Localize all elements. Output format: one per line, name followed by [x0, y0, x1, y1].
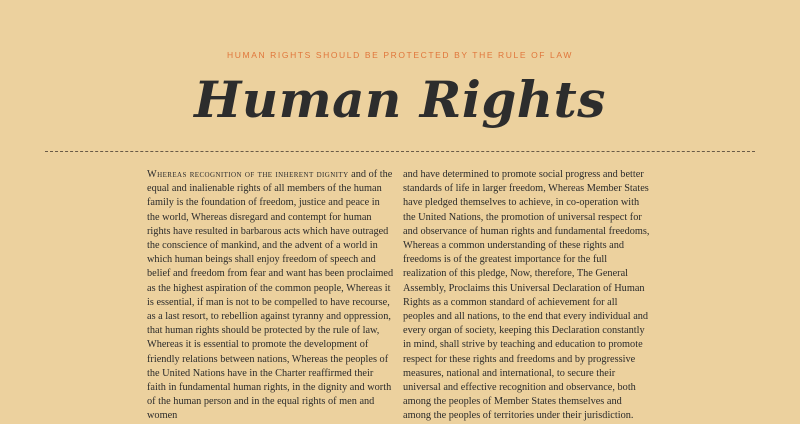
body-text-left: and of the equal and inalienable rights of all members of the human family is the foundation of freedom, justice and peace in the world, Whereas disregard and contempt for human rights have resulted in barbarous acts which have outraged the conscience of mankind, and the advent of a world in which human beings shall enjoy freedom of speech and belief and freedom from fear and want has been proclaimed as the highest aspiration of the common people, Whereas it is essential, if man is not to be compelled to have recourse, as a last resort, to rebellion against tyranny and oppression, that human rights should be protected by the rule of law, Whereas it is essential to promote the development of friendly relations between nations, Whereas the peoples of the United Nations have in the Charter reaffirmed their faith in fundamental human rights, in the dignity and worth of the human person and in the equal rights of men and women — [147, 169, 394, 422]
body-column-left — [147, 168, 394, 424]
body-text-right: and have determined to promote social progress and better standards of life in larger freedom, Whereas Member States have pledged themselves to achieve, in co-operation with the United Nations, the promotion of universal respect for and observance of human rights and fundamental freedoms, Whereas a common understanding of these rights and freedoms is of the greatest importance for the full realization of this pledge, Now, therefore, The General Assembly, Proclaims this Universal Declaration of Human Rights as a common standard of achievement for all peoples and all nations, to the end that every individual and every organ of society, keeping this Declaration constantly in mind, shall strive by teaching and education to promote respect for these rights and freedoms and by progressive measures, national and international, to secure their universal and effective recognition and observance, both among the peoples of Member States themselves and among the peoples of territories under their jurisdiction. — [403, 169, 650, 422]
body-column-right — [403, 168, 650, 424]
lead-in-text: Whereas recognition of the inherent dignity — [147, 169, 349, 180]
page-title: Human Rights — [194, 70, 606, 129]
kicker-subtitle: HUMAN RIGHTS SHOULD BE PROTECTED BY THE RULE OF LAW — [227, 50, 573, 60]
dashed-divider — [45, 151, 755, 152]
